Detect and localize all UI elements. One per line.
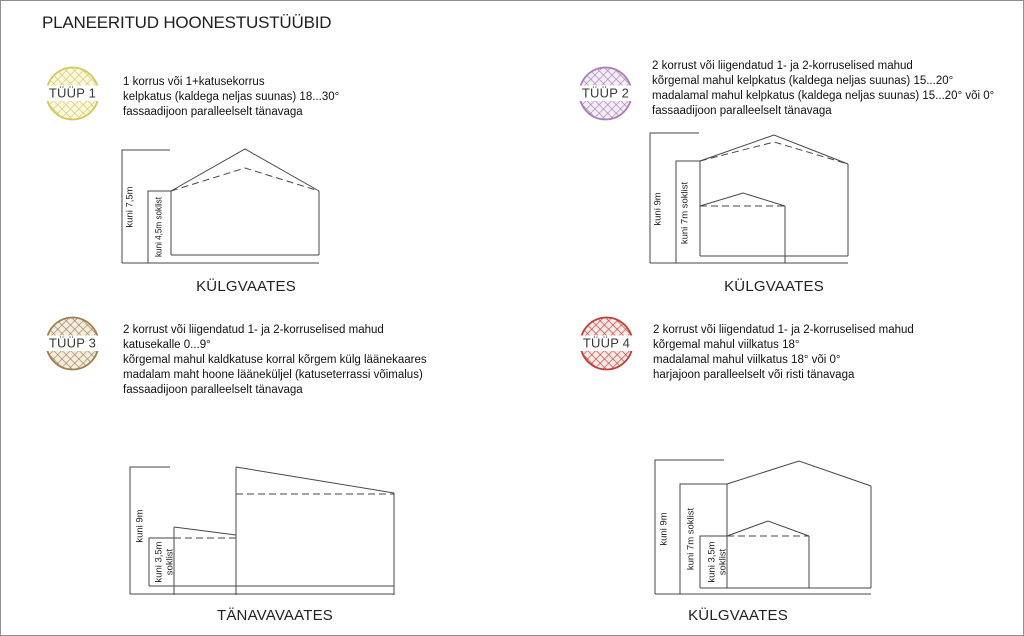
dimension-label-inner: kuni 7m soklist [679,181,691,245]
description-line: fassaadijoon paralleelselt tänavaga [652,105,832,117]
dimension-label-inner-line2: soklist [164,548,176,576]
type-4-elevation-drawing [646,451,881,601]
badge-label: TÜÜP 1 [48,85,97,101]
description-line: 2 korrust või liigendatud 1- ja 2-korruselised mahud [652,60,913,72]
low-volume-roof [174,527,236,535]
view-label: KÜLGVAATES [196,278,296,295]
description-line: katusekalle 0...9° [123,339,211,351]
view-label: KÜLGVAATES [688,607,788,624]
low-volume-roof [727,521,809,536]
type-3-badge [45,316,100,371]
description-line: 1 korrus või 1+katusekorrus [123,76,265,88]
description-line: kõrgemal mahul kaldkatuse korral kõrgem külg läänekaares [123,354,427,366]
description-line: madalamal mahul viilkatus 18° või 0° [653,354,841,366]
view-label: TÄNAVAVAATES [216,607,334,624]
dimension-label-outer: kuni 9m [134,509,146,543]
dimension-label-outer: kuni 7,5m [124,186,136,228]
tall-volume-roof [236,467,394,493]
dimension-label-inner-line2: soklist [717,548,729,576]
description-line: 2 korrust või liigendatud 1- ja 2-korruselised mahud [653,324,914,336]
type-2-description [652,59,994,119]
dimension-label-outer: kuni 9m [652,192,664,226]
type-1-description [123,75,339,120]
badge-label: TÜÜP 3 [48,335,97,351]
view-label: KÜLGVAATES [724,278,824,295]
dimension-label-inner: kuni 4,5m soklist [153,186,165,257]
dimension-label-middle: kuni 7m soklist [685,507,697,571]
type-3-description [123,323,427,398]
low-volume-roof [700,193,785,206]
roof-solid [700,135,848,164]
type-3-street-view-drawing [121,456,406,601]
description-line: harjajoon paralleelselt või risti tänavaga [653,369,855,381]
description-line: madalam maht hoone lääneküljel (katuseterrassi võimalus) [123,369,423,381]
roof-solid [171,149,319,191]
description-line: fassaadijoon paralleelselt tänavaga [123,106,303,118]
badge-label: TÜÜP 2 [581,85,630,101]
dimension-label-inner-line1: kuni 3,5m [706,541,718,583]
type-1-elevation-drawing [109,141,333,269]
description-line: 2 korrust või liigendatud 1- ja 2-korruselised mahud [123,324,384,336]
page-title: PLANEERITUD HOONESTUSTÜÜBID [42,13,332,32]
description-line: madalamal mahul kelpkatus (kaldega neljas suunas) 15...20° või 0° [652,90,995,102]
roof-solid [727,461,871,486]
roof-dashed [171,168,319,191]
description-line: kõrgemal mahul kelpkatus (kaldega neljas suunas) 15...20° [652,75,954,87]
description-line: kõrgemal mahul viilkatus 18° [653,339,800,351]
description-line: fassaadijoon paralleelselt tänavaga [123,384,303,396]
dimension-label-inner-line1: kuni 3,5m [153,541,165,583]
type-2-badge [578,66,633,121]
dimension-label-outer: kuni 9m [658,512,670,546]
description-line: kelpkatus (kaldega neljas suunas) 18...30° [123,91,340,103]
type-2-elevation-drawing [641,129,865,269]
badge-label: TÜÜP 4 [582,335,631,351]
type-4-badge [579,316,634,371]
type-4-description [653,323,914,383]
type-1-badge [45,66,100,121]
